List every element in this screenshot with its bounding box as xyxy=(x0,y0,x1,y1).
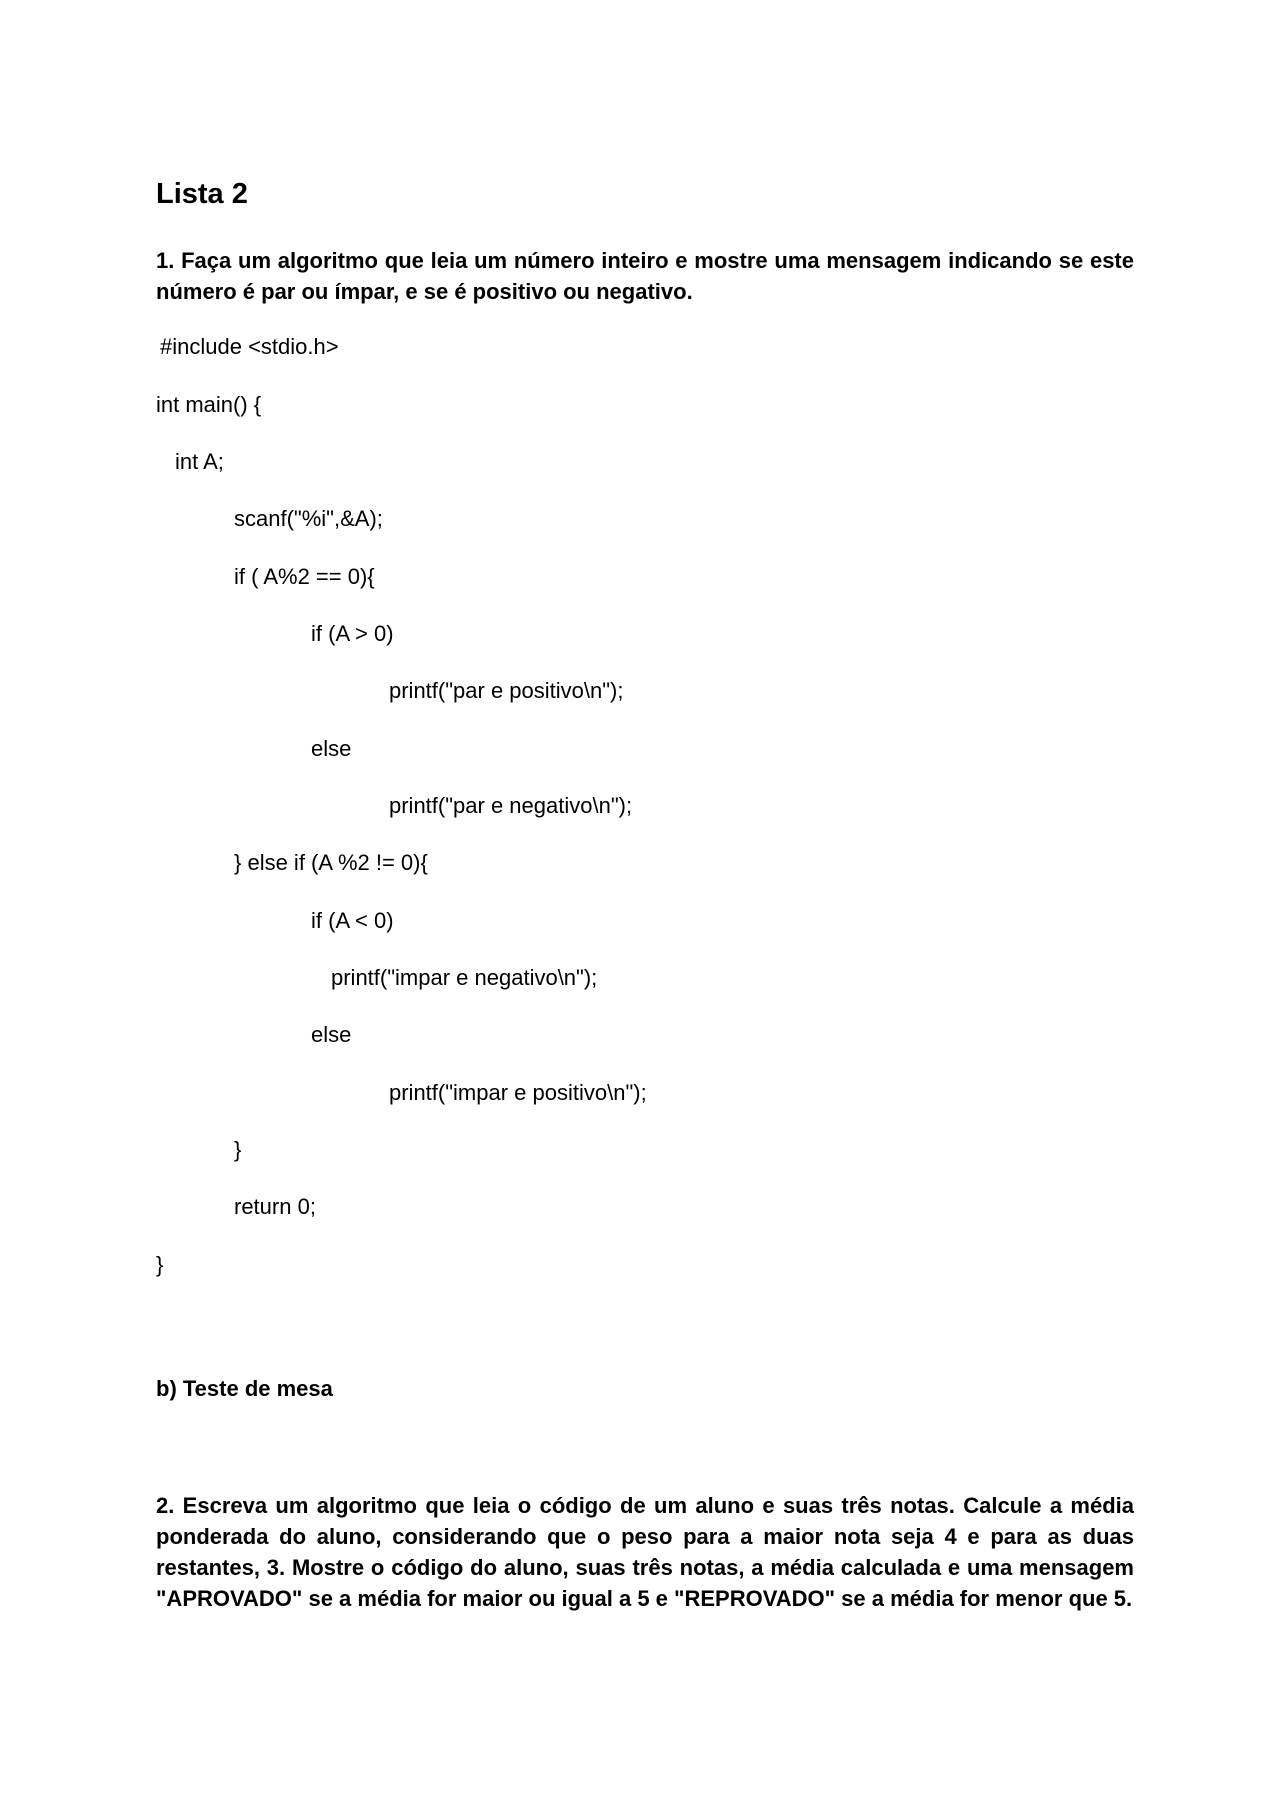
code-line: if ( A%2 == 0){ xyxy=(234,564,375,589)
code-line: printf("impar e positivo\n"); xyxy=(389,1080,647,1105)
code-line: int A; xyxy=(175,449,224,474)
code-line: printf("impar e negativo\n"); xyxy=(331,965,598,990)
code-line: printf("par e negativo\n"); xyxy=(389,793,633,818)
code-line: scanf("%i",&A); xyxy=(234,506,383,531)
code-line: printf("par e positivo\n"); xyxy=(389,678,624,703)
code-line: #include <stdio.h> xyxy=(160,334,339,359)
code-line: } else if (A %2 != 0){ xyxy=(234,850,428,875)
subheading-teste-de-mesa: b) Teste de mesa xyxy=(156,1376,333,1401)
code-line: } xyxy=(234,1137,242,1162)
code-line: if (A > 0) xyxy=(311,621,394,646)
code-line: else xyxy=(311,736,352,761)
code-line: if (A < 0) xyxy=(311,908,394,933)
page-title: Lista 2 xyxy=(156,178,248,210)
question-2-text: 2. Escreva um algoritmo que leia o código de um aluno e suas três notas. Calcule a média ponderada do aluno, considerando que o peso para a maior nota seja 4 e para as duas restantes, 3. Mostre o código do aluno, suas três notas, a média calculada e uma mensagem "APROVADO" se a média for maior ou igual a 5 e "REPROVADO" se a média for menor que 5. xyxy=(156,1493,1134,1611)
code-line: int main() { xyxy=(156,392,262,417)
code-line: else xyxy=(311,1022,352,1047)
code-line: return 0; xyxy=(234,1194,316,1219)
code-line: } xyxy=(156,1252,164,1277)
question-1-text: 1. Faça um algoritmo que leia um número inteiro e mostre uma mensagem indicando se este número é par ou ímpar, e se é positivo ou negativo. xyxy=(156,248,1134,304)
